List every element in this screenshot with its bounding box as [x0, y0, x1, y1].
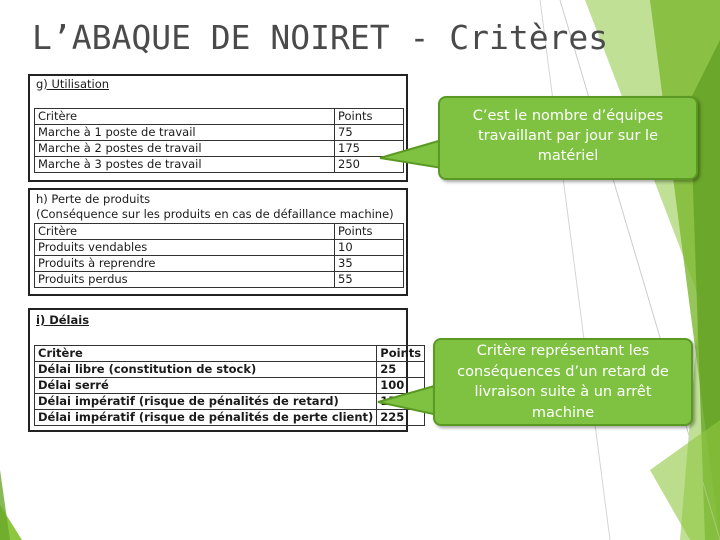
table-subheading: (Conséquence sur les produits en cas de défaillance machine): [36, 207, 394, 221]
header-critere: Critère: [35, 109, 335, 125]
callout-line: travaillant par jour sur le: [477, 128, 659, 144]
row-points: 175: [335, 141, 404, 157]
header-points: Points: [377, 346, 425, 362]
row-critere: Produits à reprendre: [35, 256, 335, 272]
table-heading: i) Délais: [36, 313, 90, 327]
row-points: 25: [377, 362, 425, 378]
row-points: 35: [335, 256, 404, 272]
row-points: 225: [377, 410, 425, 426]
row-critere: Produits vendables: [35, 240, 335, 256]
row-critere: Marche à 2 postes de travail: [35, 141, 335, 157]
row-points: 250: [335, 157, 404, 173]
row-points: 100: [377, 378, 425, 394]
row-critere: Délai impératif (risque de pénalités de perte client): [35, 410, 377, 426]
header-critere: Critère: [35, 224, 335, 240]
callout-line: machine: [531, 404, 595, 421]
callout-line: livraison suite à un arrêt: [474, 384, 652, 400]
table-heading: h) Perte de produits: [36, 192, 151, 206]
callout-line: C’est le nombre d’équipes: [472, 108, 664, 124]
row-points: 10: [335, 240, 404, 256]
table-heading: g) Utilisation: [36, 77, 110, 91]
row-critere: Marche à 3 postes de travail: [35, 157, 335, 173]
slide-title: L’ABAQUE DE NOIRET - Critères: [32, 18, 609, 57]
header-points: Points: [335, 109, 404, 125]
callout-delais: [433, 338, 693, 426]
callout-line: matériel: [537, 148, 599, 164]
header-points: Points: [335, 224, 404, 240]
row-critere: Produits perdus: [35, 272, 335, 288]
callout-line: conséquences d’un retard de: [457, 363, 669, 380]
header-critere: Critère: [35, 346, 377, 362]
row-critere: Délai serré: [35, 378, 377, 394]
callout-utilisation: [438, 96, 698, 180]
row-critere: Délai libre (constitution de stock): [35, 362, 377, 378]
callout-line: Critère représentant les: [476, 343, 650, 359]
row-points: 75: [335, 125, 404, 141]
row-critere: Délai impératif (risque de pénalités de retard): [35, 394, 377, 410]
row-critere: Marche à 1 poste de travail: [35, 125, 335, 141]
row-points: 55: [335, 272, 404, 288]
